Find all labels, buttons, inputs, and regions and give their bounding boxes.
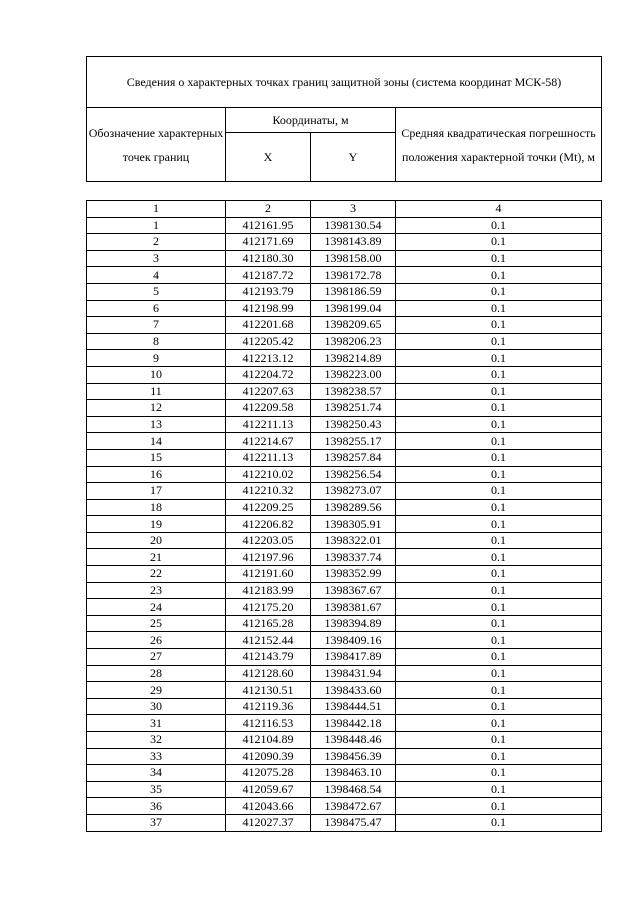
column-number-row [87, 201, 602, 218]
table-row [87, 765, 602, 782]
x-coordinate: 412198.99 [226, 300, 311, 317]
table-row [87, 449, 602, 466]
y-coordinate: 1398172.78 [311, 267, 396, 284]
y-coordinate: 1398417.89 [311, 649, 396, 666]
point-number: 21 [87, 549, 226, 566]
mean-square-error: 0.1 [396, 317, 602, 334]
mean-square-error: 0.1 [396, 665, 602, 682]
table-row [87, 366, 602, 383]
point-number: 18 [87, 499, 226, 516]
mean-square-error: 0.1 [396, 732, 602, 749]
y-coordinate: 1398158.00 [311, 250, 396, 267]
table-row [87, 250, 602, 267]
point-number: 16 [87, 466, 226, 483]
y-coordinate: 1398472.67 [311, 798, 396, 815]
mean-square-error: 0.1 [396, 483, 602, 500]
y-coordinate: 1398199.04 [311, 300, 396, 317]
mean-square-error: 0.1 [396, 566, 602, 583]
y-coordinate: 1398255.17 [311, 433, 396, 450]
y-coordinate: 1398250.43 [311, 416, 396, 433]
table-row [87, 582, 602, 599]
table-row [87, 814, 602, 831]
y-coordinate: 1398442.18 [311, 715, 396, 732]
table-row [87, 732, 602, 749]
x-coordinate: 412187.72 [226, 267, 311, 284]
table-row [87, 748, 602, 765]
x-header: X [226, 133, 311, 182]
table-row [87, 615, 602, 632]
column-number: 3 [311, 201, 396, 218]
table-row [87, 350, 602, 367]
y-coordinate: 1398257.84 [311, 449, 396, 466]
x-coordinate: 412197.96 [226, 549, 311, 566]
mean-square-error: 0.1 [396, 283, 602, 300]
y-coordinate: 1398431.94 [311, 665, 396, 682]
x-coordinate: 412090.39 [226, 748, 311, 765]
mean-square-error: 0.1 [396, 433, 602, 450]
point-number: 8 [87, 333, 226, 350]
mean-square-error: 0.1 [396, 615, 602, 632]
x-coordinate: 412204.72 [226, 366, 311, 383]
table-row [87, 416, 602, 433]
mean-square-error: 0.1 [396, 300, 602, 317]
y-coordinate: 1398352.99 [311, 566, 396, 583]
mean-square-error: 0.1 [396, 781, 602, 798]
point-number: 34 [87, 765, 226, 782]
coordinates-table [86, 200, 602, 832]
coordinates-header: Координаты, м [226, 108, 396, 133]
mean-square-error: 0.1 [396, 516, 602, 533]
x-coordinate: 412075.28 [226, 765, 311, 782]
x-coordinate: 412211.13 [226, 416, 311, 433]
point-number: 5 [87, 283, 226, 300]
table-row [87, 400, 602, 417]
x-coordinate: 412043.66 [226, 798, 311, 815]
x-coordinate: 412119.36 [226, 698, 311, 715]
mean-square-error: 0.1 [396, 234, 602, 251]
point-number: 22 [87, 566, 226, 583]
mean-square-error: 0.1 [396, 798, 602, 815]
y-coordinate: 1398305.91 [311, 516, 396, 533]
x-coordinate: 412191.60 [226, 566, 311, 583]
column-number: 4 [396, 201, 602, 218]
table-row [87, 798, 602, 815]
y-coordinate: 1398130.54 [311, 217, 396, 234]
y-coordinate: 1398209.65 [311, 317, 396, 334]
error-header: Средняя квадратическая погрешность положения характерной точки (Mt), м [396, 108, 602, 182]
point-number: 7 [87, 317, 226, 334]
y-coordinate: 1398463.10 [311, 765, 396, 782]
x-coordinate: 412203.05 [226, 532, 311, 549]
x-coordinate: 412152.44 [226, 632, 311, 649]
x-coordinate: 412209.25 [226, 499, 311, 516]
x-coordinate: 412128.60 [226, 665, 311, 682]
column-number: 1 [87, 201, 226, 218]
mean-square-error: 0.1 [396, 814, 602, 831]
mean-square-error: 0.1 [396, 267, 602, 284]
y-coordinate: 1398143.89 [311, 234, 396, 251]
y-coordinate: 1398273.07 [311, 483, 396, 500]
x-coordinate: 412161.95 [226, 217, 311, 234]
x-coordinate: 412175.20 [226, 599, 311, 616]
mean-square-error: 0.1 [396, 532, 602, 549]
point-number: 32 [87, 732, 226, 749]
point-number: 9 [87, 350, 226, 367]
y-coordinate: 1398337.74 [311, 549, 396, 566]
y-coordinate: 1398289.56 [311, 499, 396, 516]
y-coordinate: 1398381.67 [311, 599, 396, 616]
y-coordinate: 1398322.01 [311, 532, 396, 549]
mean-square-error: 0.1 [396, 416, 602, 433]
mean-square-error: 0.1 [396, 466, 602, 483]
mean-square-error: 0.1 [396, 649, 602, 666]
point-number: 15 [87, 449, 226, 466]
y-coordinate: 1398238.57 [311, 383, 396, 400]
designation-header: Обозначение характерных точек границ [87, 108, 226, 182]
x-coordinate: 412143.79 [226, 649, 311, 666]
point-number: 36 [87, 798, 226, 815]
x-coordinate: 412210.32 [226, 483, 311, 500]
point-number: 35 [87, 781, 226, 798]
x-coordinate: 412201.68 [226, 317, 311, 334]
table-row [87, 433, 602, 450]
x-coordinate: 412213.12 [226, 350, 311, 367]
header-table [86, 56, 602, 182]
x-coordinate: 412116.53 [226, 715, 311, 732]
x-coordinate: 412206.82 [226, 516, 311, 533]
table-row [87, 383, 602, 400]
point-number: 26 [87, 632, 226, 649]
x-coordinate: 412210.02 [226, 466, 311, 483]
point-number: 10 [87, 366, 226, 383]
mean-square-error: 0.1 [396, 400, 602, 417]
x-coordinate: 412214.67 [226, 433, 311, 450]
mean-square-error: 0.1 [396, 549, 602, 566]
table-row [87, 549, 602, 566]
mean-square-error: 0.1 [396, 765, 602, 782]
table-row [87, 234, 602, 251]
point-number: 24 [87, 599, 226, 616]
y-coordinate: 1398444.51 [311, 698, 396, 715]
point-number: 13 [87, 416, 226, 433]
mean-square-error: 0.1 [396, 350, 602, 367]
point-number: 25 [87, 615, 226, 632]
x-coordinate: 412211.13 [226, 449, 311, 466]
mean-square-error: 0.1 [396, 383, 602, 400]
table-row [87, 566, 602, 583]
point-number: 19 [87, 516, 226, 533]
point-number: 27 [87, 649, 226, 666]
point-number: 31 [87, 715, 226, 732]
mean-square-error: 0.1 [396, 582, 602, 599]
table-row [87, 267, 602, 284]
table-row [87, 632, 602, 649]
table-row [87, 516, 602, 533]
point-number: 20 [87, 532, 226, 549]
mean-square-error: 0.1 [396, 449, 602, 466]
table-row [87, 300, 602, 317]
y-coordinate: 1398223.00 [311, 366, 396, 383]
table-row [87, 682, 602, 699]
table-row [87, 781, 602, 798]
x-coordinate: 412205.42 [226, 333, 311, 350]
table-row [87, 499, 602, 516]
point-number: 29 [87, 682, 226, 699]
x-coordinate: 412130.51 [226, 682, 311, 699]
table-row [87, 283, 602, 300]
table-row [87, 333, 602, 350]
y-coordinate: 1398251.74 [311, 400, 396, 417]
y-coordinate: 1398475.47 [311, 814, 396, 831]
x-coordinate: 412180.30 [226, 250, 311, 267]
table-row [87, 483, 602, 500]
table-row [87, 649, 602, 666]
table-row [87, 698, 602, 715]
mean-square-error: 0.1 [396, 698, 602, 715]
x-coordinate: 412183.99 [226, 582, 311, 599]
x-coordinate: 412059.67 [226, 781, 311, 798]
point-number: 6 [87, 300, 226, 317]
point-number: 28 [87, 665, 226, 682]
mean-square-error: 0.1 [396, 250, 602, 267]
point-number: 4 [87, 267, 226, 284]
y-coordinate: 1398394.89 [311, 615, 396, 632]
x-coordinate: 412171.69 [226, 234, 311, 251]
coordinates-table-body [87, 201, 602, 832]
table-row [87, 217, 602, 234]
y-coordinate: 1398468.54 [311, 781, 396, 798]
table-row [87, 317, 602, 334]
point-number: 3 [87, 250, 226, 267]
y-coordinate: 1398186.59 [311, 283, 396, 300]
y-coordinate: 1398409.16 [311, 632, 396, 649]
mean-square-error: 0.1 [396, 366, 602, 383]
point-number: 17 [87, 483, 226, 500]
y-coordinate: 1398433.60 [311, 682, 396, 699]
mean-square-error: 0.1 [396, 682, 602, 699]
x-coordinate: 412165.28 [226, 615, 311, 632]
point-number: 33 [87, 748, 226, 765]
point-number: 12 [87, 400, 226, 417]
point-number: 14 [87, 433, 226, 450]
x-coordinate: 412193.79 [226, 283, 311, 300]
x-coordinate: 412207.63 [226, 383, 311, 400]
column-number: 2 [226, 201, 311, 218]
table-row [87, 599, 602, 616]
mean-square-error: 0.1 [396, 748, 602, 765]
mean-square-error: 0.1 [396, 632, 602, 649]
y-header: Y [311, 133, 396, 182]
mean-square-error: 0.1 [396, 217, 602, 234]
point-number: 30 [87, 698, 226, 715]
mean-square-error: 0.1 [396, 715, 602, 732]
table-row [87, 665, 602, 682]
point-number: 11 [87, 383, 226, 400]
table-row [87, 715, 602, 732]
table-row [87, 532, 602, 549]
x-coordinate: 412027.37 [226, 814, 311, 831]
mean-square-error: 0.1 [396, 599, 602, 616]
y-coordinate: 1398206.23 [311, 333, 396, 350]
mean-square-error: 0.1 [396, 499, 602, 516]
y-coordinate: 1398448.46 [311, 732, 396, 749]
x-coordinate: 412209.58 [226, 400, 311, 417]
mean-square-error: 0.1 [396, 333, 602, 350]
point-number: 23 [87, 582, 226, 599]
point-number: 2 [87, 234, 226, 251]
point-number: 37 [87, 814, 226, 831]
table-title: Сведения о характерных точках границ защитной зоны (система координат МСК-58) [87, 57, 602, 108]
y-coordinate: 1398367.67 [311, 582, 396, 599]
x-coordinate: 412104.89 [226, 732, 311, 749]
y-coordinate: 1398214.89 [311, 350, 396, 367]
y-coordinate: 1398456.39 [311, 748, 396, 765]
table-row [87, 466, 602, 483]
point-number: 1 [87, 217, 226, 234]
y-coordinate: 1398256.54 [311, 466, 396, 483]
